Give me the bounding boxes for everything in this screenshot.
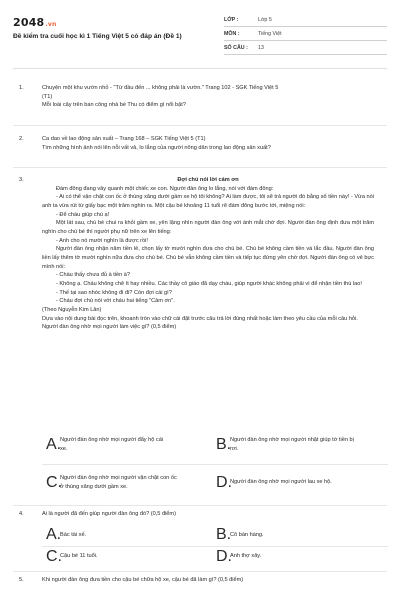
question-number: 4. <box>19 511 24 517</box>
option-letter: A. <box>46 436 62 453</box>
info-row-question-count <box>224 41 387 55</box>
passage-paragraph: - Thế tại sao nhóc không đi đi? Còn đợi cái gì? <box>56 289 172 296</box>
question-text: Ai là người đã đến giúp người đàn ông đó? (0,5 điểm) <box>42 511 176 517</box>
exam-info-table <box>224 13 387 55</box>
option-letter: A. <box>46 526 62 543</box>
passage-paragraph: - Không ạ. Cháu không chê ít hay nhiều. Các thầy cô giáo đã dạy cháu, giúp người khác không phải vì để nhận tiền thù lao! <box>56 280 362 287</box>
option-letter: B. <box>216 436 232 453</box>
info-row-subject <box>224 27 387 41</box>
question-number: 1. <box>19 85 24 91</box>
question-text: Người đàn ông nhờ mọi người làm việc gì? (0,5 điểm) <box>42 324 177 331</box>
site-logo[interactable] <box>13 16 56 29</box>
passage-paragraph: Người đàn ông nhận năm tiền lẻ, chọn lấy tờ mười nghìn đưa cho chú bé. Chú bé không cầm tiền và lắc đầu. Người đàn ông liền lấy thêm tờ mười nghìn nữa đưa cho chú bé. Chú bé vẫn không cầm tiền và tiếp tục đứng yên chờ đợi. Người đàn ông có vẻ bực mình nói: <box>42 246 374 270</box>
option-text: Người đàn ông nhờ mọi người lau xe hộ. <box>230 479 332 486</box>
option-text: Người đàn ông nhờ mọi người đẩy hộ cái xe. <box>60 437 164 452</box>
passage-source: (Theo Nguyễn Kim Lân) <box>42 306 102 313</box>
question-1 <box>13 84 387 120</box>
option-d[interactable] <box>212 464 388 500</box>
info-value: 13 <box>258 44 264 51</box>
instruction-text: Dựa vào nội dung bài đọc trên, khoanh tròn vào chữ cái đặt trước câu trả lời đúng nhất hoặc làm theo yêu cầu của mỗi câu hỏi. <box>42 315 358 322</box>
question-body <box>42 84 374 110</box>
option-letter: B. <box>216 526 232 543</box>
option-b[interactable] <box>212 526 388 544</box>
question-divider <box>13 505 387 506</box>
answer-options <box>42 526 388 566</box>
passage-paragraph: Một lát sau, chú bé chui ra khỏi gầm xe, yên lặng nhìn người đàn ông với ánh mắt chờ đợi. Người đàn ông định đưa một trăm nghìn cho chú bé thì người phụ nữ trên xe lên tiếng: <box>42 220 374 235</box>
question-divider <box>13 167 387 168</box>
passage-paragraph: - Để cháu giúp chú ạ! <box>56 211 110 218</box>
option-text: Bác tài xế. <box>60 531 87 538</box>
question-line: Ca dao về lao động sản xuất – Trang 168 – SGK Tiếng Việt 5 (T1) <box>42 136 206 142</box>
option-text: Cô bán hàng. <box>230 531 264 538</box>
option-text: Người đàn ông nhờ mọi người vặn chặt con ốc ở thùng xăng dưới gầm xe. <box>60 474 177 490</box>
passage-paragraph: - Ai có thể vặn chặt con ốc ở thùng xăng dưới gầm xe hộ tôi không? Ai làm được, tôi sẽ trả người đó bằng số tiền này! - Vừa nói anh ta vừa rút từ giấy bạc một trăm nghìn ra. Một cậu bé khoảng 11 tuổi rẽ đám đông bước tới, miệng nói: <box>42 194 374 209</box>
answer-options <box>42 428 388 500</box>
info-row-class <box>224 13 387 27</box>
passage-paragraph: - Cháu đợi chú nói với cháu hai tiếng "Cảm ơn". <box>56 298 175 305</box>
option-text: Người đàn ông nhờ mọi người nhặt giúp tờ tiền bị rơi. <box>230 437 354 452</box>
question-number: 5. <box>19 577 24 583</box>
option-a[interactable] <box>42 428 212 462</box>
option-d[interactable] <box>212 546 388 566</box>
question-line: Tìm những hình ảnh nói lên nỗi vất vả, lo lắng của người nông dân trong lao động sản xuất? <box>42 144 271 151</box>
question-divider <box>13 125 387 126</box>
info-label: LỚP : <box>224 16 239 23</box>
question-line: (T1) <box>42 93 53 100</box>
logo-text: 2048 <box>13 16 45 29</box>
question-line: Mỗi loài cây trên ban công nhà bé Thu có điểm gì nổi bật? <box>42 102 186 109</box>
question-4 <box>13 510 387 524</box>
info-value: Lớp 5 <box>258 16 272 23</box>
question-divider <box>13 571 387 572</box>
info-value: Tiếng Việt <box>258 30 282 37</box>
option-letter: D. <box>216 547 232 565</box>
option-c[interactable] <box>42 464 212 500</box>
question-body <box>42 135 374 152</box>
passage-paragraph: - Anh cho nó mười nghìn là được rồi! <box>56 237 148 244</box>
question-number: 3. <box>19 177 24 183</box>
info-label: MÔN : <box>224 30 240 37</box>
info-label: SỐ CÂU : <box>224 44 248 51</box>
option-a[interactable] <box>42 526 212 544</box>
option-b[interactable] <box>212 428 388 462</box>
option-c[interactable] <box>42 546 212 566</box>
question-5 <box>13 576 387 590</box>
logo-suffix: .vn <box>45 21 57 28</box>
question-line: Chuyện một khu vườn nhỏ - "Từ đầu đến ... không phải là vườn." Trang 102 - SGK Tiếng Việt 5 <box>42 85 279 91</box>
question-number: 2. <box>19 136 24 142</box>
passage-paragraph: - Chàu thấy chưa đủ à tiền à? <box>56 272 131 279</box>
question-body <box>42 510 374 519</box>
document-title: Đề kiểm tra cuối học kì 1 Tiếng Việt 5 có đáp án (Đề 1) <box>13 33 182 40</box>
passage-paragraph: Đám đông đang vây quanh một chiếc xe con. Người đàn ông lo lắng, nói với đám đông: <box>56 185 274 192</box>
header-divider <box>13 68 387 69</box>
question-text: Khi người đàn ông đưa tiền cho cậu bé chữa hộ xe, cậu bé đã làm gì? (0,5 điểm) <box>42 577 244 583</box>
option-letter: C. <box>46 547 62 565</box>
passage-title: Đợi chú nói lời cảm ơn <box>177 177 239 183</box>
option-text: Anh thợ xây. <box>230 553 262 560</box>
option-letter: D. <box>216 473 232 491</box>
option-letter: C. <box>46 473 62 491</box>
question-2 <box>13 135 387 161</box>
question-body <box>42 576 374 585</box>
reading-passage <box>42 176 374 332</box>
option-text: Cậu bé 11 tuổi. <box>60 553 98 560</box>
